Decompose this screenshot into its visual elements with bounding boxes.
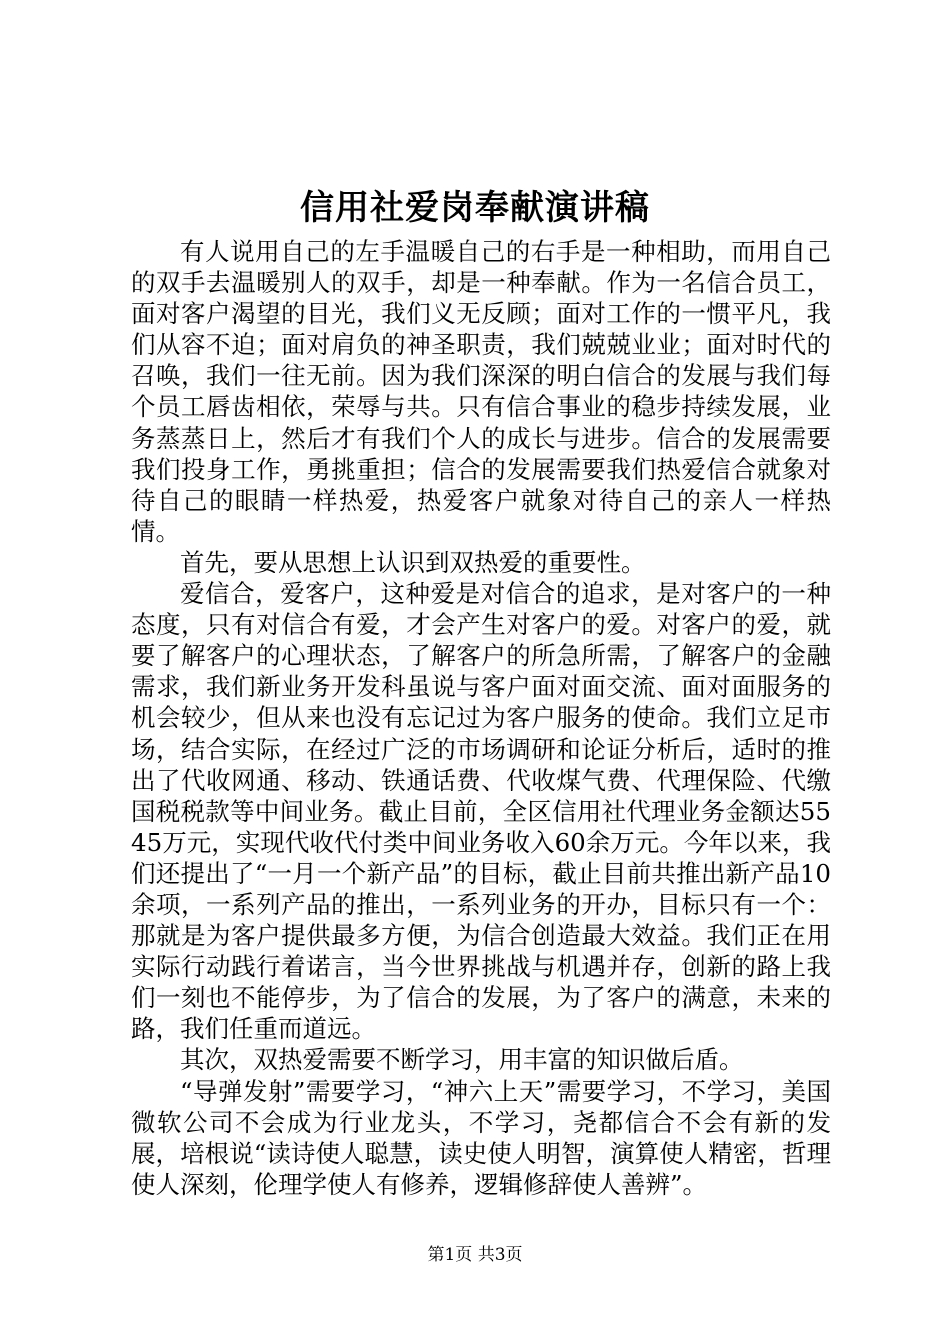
- paragraph-first-point: 首先，要从思想上认识到双热爱的重要性。: [180, 547, 646, 577]
- paragraph-learning: “导弹发射”需要学习，“神六上天”需要学习，不学习，美国微软公司不会成为行业龙头，不学习，尧都信合不会有新的发展，培根说“读诗使人聪慧，读史使人明智，演算使人精密，哲理使人深刻，伦理学使人有修养，逻辑修辞使人善辨”。: [131, 1076, 831, 1199]
- paragraph-second-point: 其次，双热爱需要不断学习，用丰富的知识做后盾。: [180, 1045, 744, 1075]
- document-body: [131, 236, 831, 1200]
- paragraph-intro: 有人说用自己的左手温暖自己的右手是一种相助，而用自己的双手去温暖别人的双手，却是一种奉献。作为一名信合员工，面对客户渴望的目光，我们义无反顾；面对工作的一惯平凡，我们从容不迫；面对肩负的神圣职责，我们兢兢业业；面对时代的召唤，我们一往无前。因为我们深深的明白信合的发展与我们每个员工唇齿相依，荣辱与共。只有信合事业的稳步持续发展，业务蒸蒸日上，然后才有我们个人的成长与进步。信合的发展需要我们投身工作，勇挑重担；信合的发展需要我们热爱信合就象对待自己的眼睛一样热爱，热爱客户就象对待自己的亲人一样热情。: [131, 237, 831, 546]
- document-title: 信用社爱岗奉献演讲稿: [300, 188, 650, 228]
- page-number-footer: 第1页 共3页: [427, 1245, 523, 1265]
- paragraph-love-credit-union: 爱信合，爱客户，这种爱是对信合的追求，是对客户的一种态度，只有对信合有爱，才会产生对客户的爱。对客户的爱，就要了解客户的心理状态，了解客户的所急所需，了解客户的金融需求，我们新业务开发科虽说与客户面对面交流、面对面服务的机会较少，但从来也没有忘记过为客户服务的使命。我们立足市场，结合实际，在经过广泛的市场调研和论证分析后，适时的推出了代收网通、移动、铁通话费、代收煤气费、代理保险、代缴国税税款等中间业务。截止目前，全区信用社代理业务金额达5545万元，实现代收代付类中间业务收入60余万元。今年以来，我们还提出了“一月一个新产品”的目标，截止目前共推出新产品10余项，一系列产品的推出，一系列业务的开办，目标只有一个：那就是为客户提供最多方便，为信合创造最大效益。我们正在用实际行动践行着诺言，当今世界挑战与机遇并存，创新的路上我们一刻也不能停步，为了信合的发展，为了客户的满意，未来的路，我们任重而道远。: [131, 579, 831, 1044]
